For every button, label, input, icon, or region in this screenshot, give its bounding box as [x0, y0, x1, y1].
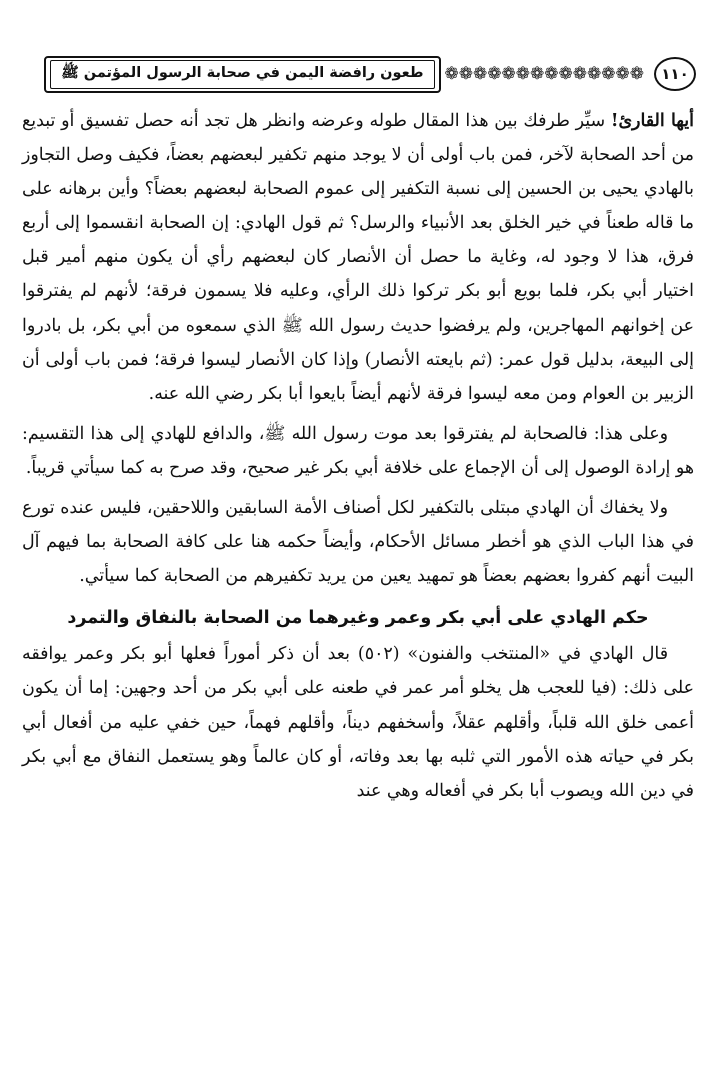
ornament-flower-icon: ❁	[558, 63, 573, 84]
running-title: طعون رافضة اليمن في صحابة الرسول المؤتمن ﷺ	[50, 60, 434, 89]
ornament-flower-icon: ❁	[444, 63, 459, 84]
ornament-flower-icon: ❁	[473, 63, 488, 84]
page-header	[58, 52, 696, 96]
paragraph-1	[22, 104, 694, 411]
ornament-flower-icon: ❁	[601, 63, 616, 84]
ornament-flower-icon: ❁	[458, 63, 473, 84]
paragraph-2	[22, 417, 694, 485]
paragraph-1-lead: أيها القارئ!	[610, 111, 694, 131]
section-heading: حكم الهادي على أبي بكر وعمر وغيرهما من الصحابة بالنفاق والتمرد	[67, 608, 649, 629]
paragraph-1-text: سيِّر طرفك بين هذا المقال طوله وعرضه وانظر هل تجد أنه حصل تفسيق أو تبديع من أحد الصحابة لآخر، فمن باب أولى أن لا يوجد منهم تكفير لبعضهم بعضاً، فكيف وصل التجاوز بالهادي يحيى بن الحسين إلى نسبة التكفير إلى عموم الصحابة لبعضهم بعضاً؟ وأين برهانه على ما قاله طعناً في خير الخلق بعد الأنبياء والرسل؟ ثم قول الهادي: إن الصحابة انقسموا إلى أربع فرق، هذا لا وجود له، وغاية ما حصل أن الأنصار كان لبعضهم رأي أن يكون منهم أمير قبل اختيار أبي بكر، فلما بويع أبو بكر تركوا ذلك الرأي، وعليه فلا يسمون فرقة؛ لأنهم لم يفترقوا عن إخوانهم المهاجرين، ولم يرفضوا حديث رسول الله ﷺ الذي سمعوه من أبي بكر، بل بادروا إلى البيعة، بدليل قول عمر: (ثم بايعته الأنصار) وإذا كان الأنصار ليسوا فرقة؛ فمن باب أولى أن الزبير بن العوام ومن معه ليسوا فرقة لأنهم أيضاً بايعوا أبا بكر رضي الله عنه.	[22, 111, 694, 404]
paragraph-4	[22, 637, 694, 807]
paragraph-2-text: وعلى هذا: فالصحابة لم يفترقوا بعد موت رسول الله ﷺ، والدافع للهادي إلى هذا التقسيم: هو إرادة الوصول إلى أن الإجماع على خلافة أبي بكر غير صحيح، وقد صرح به كما سيأتي قريباً.	[22, 423, 694, 478]
ornament-flower-icon: ❁	[501, 63, 516, 84]
paragraph-3	[22, 491, 694, 593]
ornament-flower-icon: ❁	[530, 63, 545, 84]
page-body	[22, 104, 694, 808]
ornament-flower-icon: ❁	[544, 63, 559, 84]
ornament-flower-icon: ❁	[587, 63, 602, 84]
paragraph-3-text: ولا يخفاك أن الهادي مبتلى بالتكفير لكل أصناف الأمة السابقين واللاحقين، فليس عنده تورع في هذا الباب الذي هو أخطر مسائل الأحكام، وأيضاً حكمه هنا على كافة الصحابة بما فيهم آل البيت أنهم كفروا بعضهم بعضاً هو تمهيد يعين من يريد تكفيرهم من الصحابة كما سيأتي.	[22, 498, 694, 587]
ornament-flower-icon: ❁	[629, 63, 644, 84]
ornament-flower-icon: ❁	[615, 63, 630, 84]
running-title-frame	[44, 56, 440, 93]
paragraph-4-text: قال الهادي في «المنتخب والفنون» (٥٠٢) بعد أن ذكر أموراً فعلها أبو بكر وعمر يوافقه على ذلك: (فيا للعجب هل يخلو أمر عمر في طعنه على أبي بكر من أحد وجهين: إما أن يكون أعمى خلق الله قلباً، وأقلهم عقلاً، وأسخفهم ديناً، وأقلهم فهماً، حين خفي عليه من أفعال أبي بكر في حياته هذه الأمور التي ثلبه بها بعد وفاته، أو كان عالماً وهو يستعمل النفاق مع أبي بكر في دين الله ويصوب أبا بكر في أفعاله وهي عند	[22, 644, 694, 801]
page-number: ١١٠	[654, 57, 696, 91]
ornament-border	[441, 59, 649, 89]
ornament-flower-icon: ❁	[515, 63, 530, 84]
ornament-flower-icon: ❁	[487, 63, 502, 84]
ornament-flower-icon: ❁	[572, 63, 587, 84]
